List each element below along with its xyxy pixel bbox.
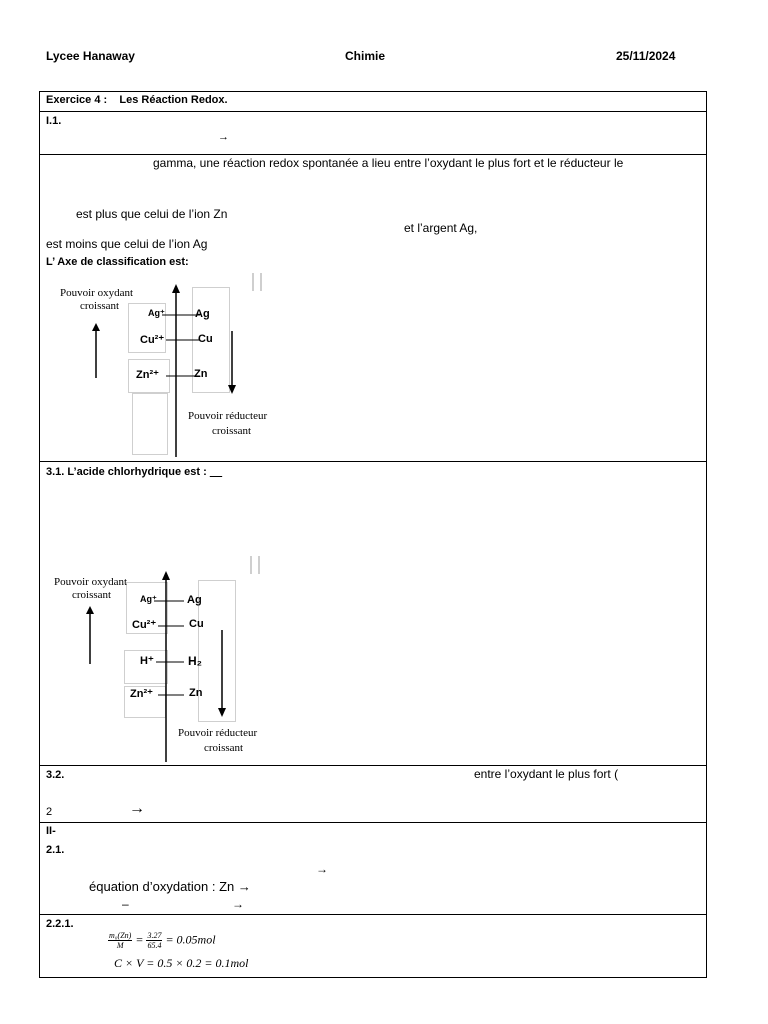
reaction-arrow: →	[129, 800, 145, 817]
reducer-power-label-2: croissant	[212, 425, 252, 437]
section-ii-label: II-	[46, 825, 56, 837]
classification-row	[40, 155, 706, 462]
text-line-4: est moins que celui de l’ion Ag	[46, 237, 208, 251]
axis-arrow-icon	[162, 571, 170, 580]
oxidant-zn: Zn²⁺	[130, 688, 153, 700]
dash-symbol: –	[122, 897, 129, 911]
section-2-2-1-row	[40, 915, 706, 977]
oxidant-ag: Ag⁺	[140, 594, 157, 604]
exercise-title: Exercice 4 : Les Réaction Redox.	[46, 94, 228, 106]
text-line-1: gamma, une réaction redox spontanée a lieu entre l’oxydant le plus fort et le réducteur le	[153, 156, 624, 170]
oxidation-equation: équation d’oxydation : Zn →	[89, 879, 251, 894]
oxidant-power-label-2: croissant	[72, 589, 112, 601]
axis-title: L’ Axe de classification est:	[46, 256, 189, 268]
oxidant-h: H⁺	[140, 655, 154, 667]
oxidant-power-label: Pouvoir oxydant	[60, 287, 134, 299]
reducer-h2: H₂	[188, 654, 202, 668]
section-3-1-row	[40, 462, 706, 766]
fraction-mass: $\frac{\text{m₀(Zn)}}{M}$	[109, 931, 132, 950]
reducer-zn: Zn	[194, 368, 208, 380]
reducer-ag: Ag	[187, 594, 202, 606]
oxidant-cu: Cu²⁺	[132, 619, 157, 631]
section-2-2-1-label: 2.2.1.	[46, 918, 74, 930]
exercise-title-row	[40, 92, 706, 112]
oxidant-zn: Zn²⁺	[136, 369, 159, 381]
reducer-power-label: Pouvoir réducteur	[188, 410, 268, 422]
coefficient: 2	[46, 806, 53, 818]
answer-blank: __	[209, 466, 223, 478]
reducer-arrow-icon	[228, 385, 236, 394]
section-3-2-row	[40, 766, 706, 823]
header-date: 25/11/2024	[616, 49, 676, 63]
exercise-table	[39, 91, 707, 978]
section-2-row	[40, 823, 706, 915]
arrow-symbol: →	[218, 131, 229, 143]
oxidant-cu: Cu²⁺	[140, 334, 165, 346]
fraction-values: $\frac{3.27}{65.4}$	[147, 931, 162, 950]
reducer-zn: Zn	[189, 687, 203, 699]
arrow-symbol: →	[316, 862, 328, 876]
oxidant-arrow-icon	[92, 323, 100, 331]
mole-calculation: $\frac{\text{m₀(Zn)}}{M}$ = $\frac{3.27}{65.4}$ = 0.05mol	[109, 931, 216, 950]
reducer-arrow-icon	[218, 708, 226, 717]
header-subject: Chimie	[345, 49, 386, 63]
section-3-2-text: entre l’oxydant le plus fort (	[474, 767, 619, 781]
classification-diagram-2	[50, 556, 282, 764]
concentration-calculation: C × V = 0.5 × 0.2 = 0.1mol	[114, 956, 249, 970]
reducer-power-label: Pouvoir réducteur	[178, 727, 258, 739]
reducer-ag: Ag	[195, 308, 210, 320]
section-1-1-row	[40, 112, 706, 155]
classification-diagram-1	[52, 273, 284, 459]
reducer-power-label-2: croissant	[204, 742, 244, 754]
text-line-3: et l’argent Ag,	[404, 221, 478, 235]
header-school: Lycee Hanaway	[46, 49, 135, 63]
arrow-symbol: →	[232, 897, 244, 911]
reducer-cu: Cu	[189, 618, 204, 630]
section-3-2-label: 3.2.	[46, 769, 65, 781]
section-1-1-label: I.1.	[46, 115, 62, 127]
oxidant-ag: Ag⁺	[148, 308, 165, 318]
section-2-1-label: 2.1.	[46, 844, 65, 856]
oxidant-power-label: Pouvoir oxydant	[54, 576, 128, 588]
oxidant-arrow-icon	[86, 606, 94, 614]
axis-arrow-icon	[172, 284, 180, 293]
section-3-1-title: 3.1. L’acide chlorhydrique est : __	[46, 466, 223, 478]
reducer-cu: Cu	[198, 333, 213, 345]
oxidant-power-label-2: croissant	[80, 300, 120, 312]
text-line-2: est plus que celui de l’ion Zn	[76, 207, 228, 221]
